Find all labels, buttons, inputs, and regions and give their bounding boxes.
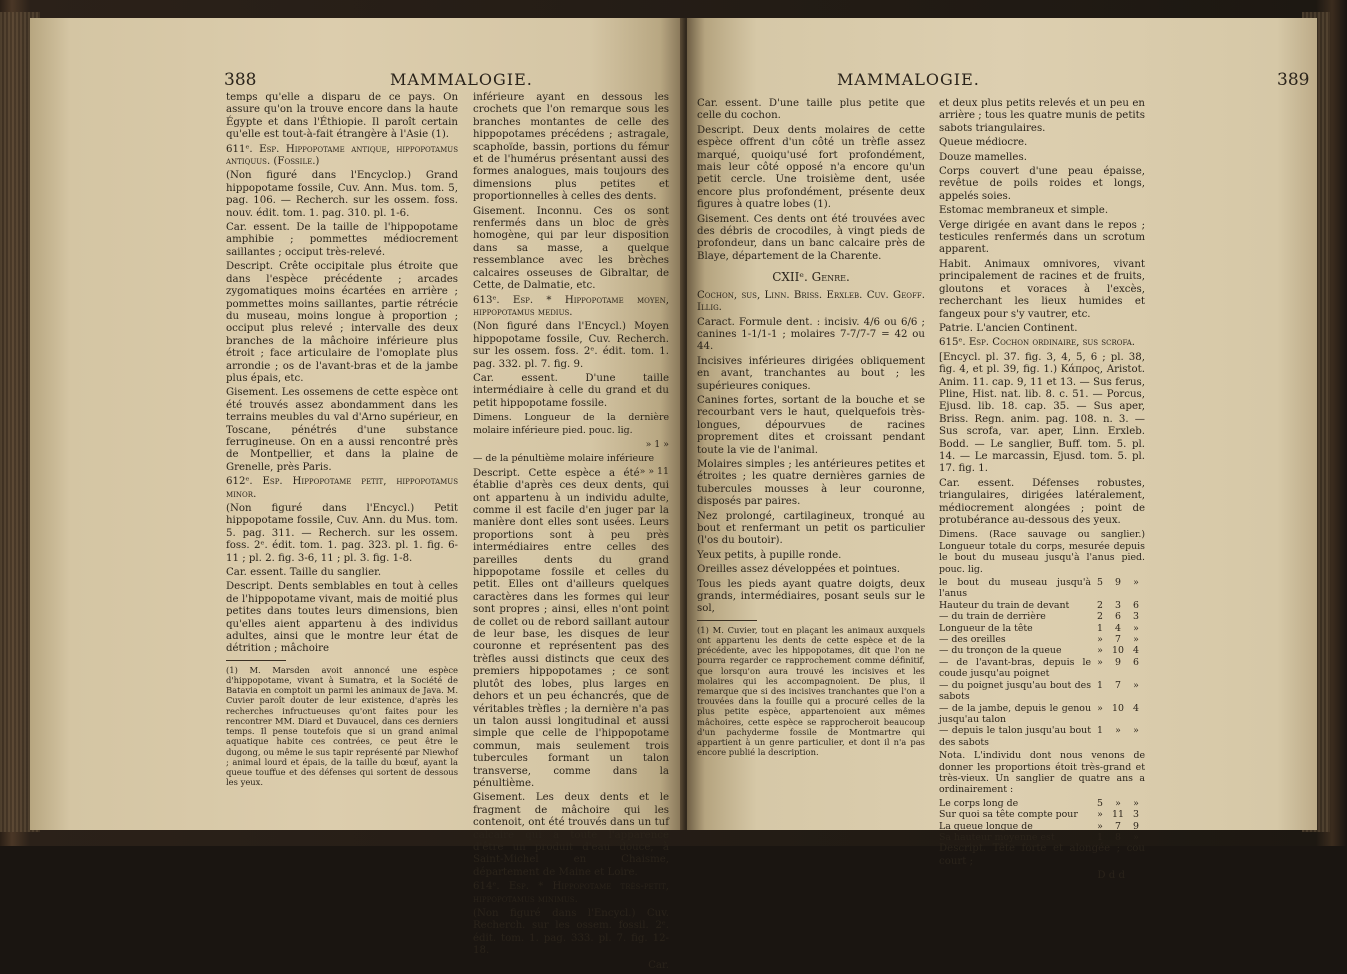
dimension-inches: 8 <box>1115 831 1121 843</box>
character-canines: Canines fortes, sortant de la bouche et se recourbant vers le haut, quelquefois très-longues, dépourvues de racines proprement dites et croissant pendant toute la vie de l'animal. <box>697 394 925 456</box>
right-page <box>687 18 1317 882</box>
dimension-row <box>939 821 1145 832</box>
essential-character: Car. essent. Défenses robustes, triangulaires, dirigées latéralement, médiocrement alongées ; point de protubérance au-dessous des yeux. <box>939 477 1145 526</box>
dimension-feet: 2 <box>1097 611 1103 623</box>
dimension-label: Longueur de la tête <box>939 622 1033 634</box>
dimension-feet: 1 <box>1097 622 1103 634</box>
footnote: (1) M. Marsden avoit annoncé une espèce d'hippopotame, vivant à Sumatra, et la Société de Batavia en comptoit un parmi les animaux de Java. M. Cuvier paroît douter de leur existence, d'après les recherches infructueuses qu'ont faites pour les rencontrer MM. Diard et Duvaucel, dans ces derniers temps. Il pense toutefois que si un grand animal aquatique habite ces contrées, ce peut être le dugong, ou même le sus tapir représenté par Niewhof ; animal lourd et épais, de la taille du bœuf, ayant la queue touffue et des défenses qui sortent de dessous les yeux. <box>226 664 458 788</box>
description: Descript. Deux dents molaires de cette espèce offrent d'un côté un trèfle assez marqué, quoiqu'usé fort profondément, mais leur côté opposé n'a encore qu'un petit cercle. Une troisième dent, usée encore plus profondément, présente deux figures à quatre lobes (1). <box>697 124 925 211</box>
dimension-label: Dimens. (Race sauvage ou sanglier.) Longueur totale du corps, mesurée depuis le bout du museau jusqu'à l'anus <box>939 529 1145 564</box>
dimension-row <box>939 657 1145 680</box>
dimension-inches: 9 <box>1115 577 1121 589</box>
dimension-units: pied. pouc. lig. <box>562 424 633 436</box>
dimension-inches: 11 <box>1112 809 1124 821</box>
left-running-head: MAMMALOGIE. <box>390 70 533 89</box>
paragraph: et deux plus petits relevés et un peu en arrière ; tous les quatre munis de petits sabots triangulaires. <box>939 98 1145 134</box>
dimension-inches: 4 <box>1115 622 1121 634</box>
homeland: Patrie. L'ancien Continent. <box>939 322 1078 334</box>
dimension-lines: » <box>1133 577 1139 589</box>
dimension-row <box>939 680 1145 703</box>
dimension-feet: 2 <box>1097 599 1103 611</box>
dimension-lines: 4 <box>1133 645 1139 657</box>
description: Descript. Tête forte et alongée ; cou court ; <box>939 843 1145 867</box>
paragraph: temps qu'elle a disparu de ce pays. On assure qu'on la trouve encore dans la haute Égypte et dans l'Éthiopie. Il paroît certain qu'elle est tout-à-fait étrangère à l'Asie (1). <box>226 92 458 141</box>
species-heading: 613ᵉ. Esp. * Hippopotame moyen, hippopotamus medius. <box>473 294 669 318</box>
dimension-inches: » <box>1115 725 1121 737</box>
nota: Nota. L'individu dont nous venons de donner les proportions étoit très-grand et très-vieux. Un sanglier de quatre ans a ordinairement : <box>939 750 1145 796</box>
dimension-feet: 1 <box>1097 679 1103 691</box>
dimension-row: » 1 » <box>645 438 669 450</box>
left-page <box>30 18 685 971</box>
species-references: (Non figuré dans l'Encycl.) Petit hippopotame fossile, Cuv. Ann. du Mus. tom. 5. pag. 311. — Recherch. sur les ossem. foss. 2ᵉ. édit. tom. 1. pag. 323. pl. 1. fig. 6-11 ; pl. 2. fig. 3-6, 11 ; pl. 3. fig. 1-8. <box>226 503 458 564</box>
dimension-lines: 3 <box>1133 611 1139 623</box>
dimension-row <box>939 577 1145 600</box>
dimension-units: pied. pouc. lig. <box>939 552 1145 575</box>
dimension-row <box>939 611 1145 622</box>
dimension-table <box>939 577 1145 748</box>
dimension-lines: 4 <box>1133 702 1139 714</box>
character-genital: Verge dirigée en avant dans le repos ; testicules renfermés dans un scrotum apparent. <box>939 219 1145 256</box>
dimension-row <box>939 623 1145 634</box>
left-column-1 <box>226 92 458 789</box>
dimension-feet: » <box>1097 645 1103 657</box>
dimension-label: La queue longue de <box>939 820 1033 832</box>
species-heading: 615ᵉ. Esp. Cochon ordinaire, sus scrofa. <box>939 337 1136 349</box>
dimension-label: — de la pénultième molaire inférieure <box>473 453 655 465</box>
right-column-2 <box>939 98 1145 885</box>
character-tail: Queue médiocre. <box>939 137 1028 149</box>
footnote: (1) M. Cuvier, tout en plaçant les animaux auxquels ont appartenu les dents de cette espèce et de la précédente, avec les hippopotames, dit que l'on ne pourra regarder ce rapprochement comme définitif, que lorsqu'on aura trouvé les incisives et les molaires qui les accompagnoient. De plus, il remarque que si des incisives tranchantes que l'on a trouvées dans la fouille qui a procuré celles de la plus petite espèce, appartenoient aux mêmes mâchoires, cette espèce se rapprocheroit beaucoup d'un pachyderme fossile de Montmartre qui appartient à un genre particulier, et dont il n'a pas encore publié la description. <box>697 624 925 758</box>
genus-name: Cochon, sus, Linn. Briss. Erxleb. Cuv. Geoff. Illig. <box>697 289 925 314</box>
dimension-label: — de l'avant-bras, depuis le coude jusqu'au poignet <box>939 656 1091 680</box>
dimension-inches: 6 <box>1115 611 1121 623</box>
dimension-feet: 5 <box>1097 797 1103 809</box>
species-heading: 611ᵉ. Esp. Hippopotame antique, hippopotamus antiquus. (Fossile.) <box>226 143 458 168</box>
dimension-label: — du poignet jusqu'au bout des sabots <box>939 679 1091 703</box>
dimension-inches: 7 <box>1115 634 1121 646</box>
dimension-lines: » <box>1133 634 1139 646</box>
signature-mark: D d d <box>1097 870 1125 882</box>
deposit: Gisement. Les ossemens de cette espèce ont été trouvés assez abondamment dans les terrains meubles du val d'Arno supérieur, en Toscane, pénétrés d'une substance ferrugineuse. On en a aussi rencontré près de Montpellier, et dans la plaine de Grenelle, près Paris. <box>226 387 458 473</box>
dimension-label: Sur quoi sa tête compte pour <box>939 809 1078 821</box>
dimension-lines: 6 <box>1133 599 1139 611</box>
dimension-feet: 1 <box>1097 725 1103 737</box>
dimension-table-2 <box>939 798 1145 844</box>
dimension-row <box>939 809 1145 820</box>
footnote-rule <box>226 660 286 661</box>
dimension-label: Le corps long de <box>939 797 1019 809</box>
footnote-rule <box>697 620 757 621</box>
dimension-row <box>939 703 1145 726</box>
dimension-lines: 3 <box>1133 809 1139 821</box>
dimension-row <box>939 645 1145 656</box>
character-body: Corps couvert d'une peau épaisse, revêtue de poils roides et longs, appelés soies. <box>939 166 1145 202</box>
character-stomach: Estomac membraneux et simple. <box>939 205 1109 217</box>
dimension-label: Dimens. Longueur de la dernière molaire inférieure <box>473 412 669 436</box>
dimension-inches: 10 <box>1112 702 1124 714</box>
character-incisives: Incisives inférieures dirigées obliquement en avant, tranchantes au bout ; les supérieures coniques. <box>697 355 925 392</box>
character-feet: Tous les pieds ayant quatre doigts, deux grands, intermédiaires, posant seuls sur le sol, <box>697 578 925 615</box>
dimension-feet: » <box>1097 820 1103 832</box>
dimension-lines: » <box>1133 679 1139 691</box>
dimension-row <box>939 725 1145 748</box>
deposit: Gisement. Ces dents ont été trouvées avec des débris de crocodiles, à vingt pieds de profondeur, dans un banc calcaire près de Blaye, département de la Charente. <box>697 213 925 262</box>
dimension-row <box>939 600 1145 611</box>
character-mammae: Douze mamelles. <box>939 151 1027 163</box>
species-references: (Non figuré dans l'Encycl.) Cuv. Recherch. sur les ossem. fossil. 2ᵉ. édit. tom. 1. pag. 333. pl. 7. fig. 12-18. <box>473 908 669 957</box>
dimension-inches: 9 <box>1115 656 1121 668</box>
dimension-row <box>939 832 1145 843</box>
left-column-2 <box>473 92 669 974</box>
dimension-lines: 6 <box>1133 656 1139 668</box>
dimension-values: » » 11 <box>639 465 669 477</box>
dimension-heading <box>473 412 669 437</box>
dimension-lines: » <box>1133 622 1139 634</box>
dimension-label: — des oreilles <box>939 634 1006 646</box>
dimension-label: — du train de derrière <box>939 611 1046 623</box>
dimension-inches: 3 <box>1115 599 1121 611</box>
paragraph: inférieure ayant en dessous les crochets que l'on remarque sous les branches montantes de celle des hippopotames précédens ; astragale, scaphoïde, bassin, portions du fémur et de l'humérus présentant aussi des formes analogues, mais toujours des dimensions plus petites et proportionnelles à celles des dents. <box>473 92 669 203</box>
dimension-feet: » <box>1097 634 1103 646</box>
essential-character: Car. essent. D'une taille plus petite que celle du cochon. <box>697 98 925 122</box>
right-running-head: MAMMALOGIE. <box>837 70 980 89</box>
dimension-inches: 7 <box>1115 820 1121 832</box>
essential-character: Car. essent. De la taille de l'hippopotame amphibie ; pommettes médiocrement saillantes ; occiput très-relevé. <box>226 222 458 258</box>
dimension-row <box>939 798 1145 809</box>
dimension-feet: » <box>1097 656 1103 668</box>
dimension-lines: 9 <box>1133 820 1139 832</box>
character-eyes: Yeux petits, à pupille ronde. <box>697 549 842 561</box>
species-heading: 614ᵉ. Esp. * Hippopotame très-petit, hippopotamus minimus. <box>473 881 669 905</box>
dimension-inches: 7 <box>1115 679 1121 691</box>
dimension-inches: » <box>1115 797 1121 809</box>
dimension-feet: » <box>1097 809 1103 821</box>
dental-formula: Caract. Formule dent. : incisiv. 4/6 ou 6/6 ; canines 1-1/1-1 ; molaires 7-7/7-7 = 42 ou 44. <box>697 316 925 353</box>
dimension-label: Hauteur du train de devant <box>939 599 1070 611</box>
dimension-label: — du tronçon de la queue <box>939 645 1062 657</box>
essential-character: Car. essent. D'une taille intermédiaire à celle du grand et du petit hippopotame fossile. <box>473 372 669 409</box>
description: Descript. Crête occipitale plus étroite que dans l'espèce précédente ; arcades zygomatiques moins écartées en arrière ; pommettes moins saillantes, partie rétrécie du museau, moins longue à proportion ; occiput plus relevé ; intervalle des deux branches de la mâchoire inférieure plus étroit ; face articulaire de l'omoplate plus arrondie ; os de l'avant-bras et de la jambe plus épais, etc. <box>226 261 458 384</box>
dimension-row <box>939 634 1145 645</box>
right-page-number: 389 <box>1277 70 1310 90</box>
character-nose: Nez prolongé, cartilagineux, tronqué au bout et renfermant un petit os particulier (l'os du boutoir). <box>697 510 925 547</box>
habitat: Habit. Animaux omnivores, vivant principalement de racines et de fruits, gloutons et voraces à l'excès, recherchant les lieux humides et fangeux pour s'y vautrer, etc. <box>939 258 1145 320</box>
species-references: [Encycl. pl. 37. fig. 3, 4, 5, 6 ; pl. 38, fig. 4, et pl. 39, fig. 1.) Κάπρος, Aristot. Anim. 11. cap. 9, 11 et 13. — Sus ferus, Pline, Hist. nat. lib. 8. c. 51. — Porcus, Ejusd. lib. 18. cap. 35. — Sus aper, Briss. Regn. anim. pag. 108. n. 3. — Sus scrofa, var. aper, Linn. Erxleb. Bodd. — Le sanglier, Buff. tom. 5. pl. 14. — Le marcassin, Ejusd. tom. 5. pl. 17. fig. 1. <box>939 351 1145 475</box>
dimension-feet: 1 <box>1097 831 1103 843</box>
catchword: Car. <box>648 959 669 971</box>
dimension-label: — depuis le talon jusqu'au bout des sabots <box>939 725 1091 748</box>
essential-character: Car. essent. Taille du sanglier. <box>226 567 382 579</box>
deposit: Gisement. Les deux dents et le fragment de mâchoire qui les contenoit, ont été trouvés dans un tuf calcaire qui a toute l'apparence d'être un produit d'eau douce, à Saint-Michel en Chaisme, département de Maine et Loire. <box>473 792 669 878</box>
dimension-lines: » <box>1133 831 1139 843</box>
deposit: Gisement. Inconnu. Ces os sont renfermés dans un bloc de grès homogène, qui par leur disposition dans sa masse, a quelque ressemblance avec les brèches calcaires osseuses de Gibraltar, de Cette, de Dalmatie, etc. <box>473 205 669 292</box>
description: Descript. Dents semblables en tout à celles de l'hippopotame vivant, mais de moitié plus petites dans toutes leurs dimensions, bien qu'elles aient appartenu à des individus adultes, ainsi que le montre leur état de détrition ; mâchoire <box>226 581 458 655</box>
description: Descript. Cette espèce a été établie d'après ces deux dents, qui ont appartenu à un individu adulte, comme il est facile d'en juger par la manière dont elles sont usées. Leurs proportions sont à peu près intermédiaires entre celles des pareilles dents du grand hippopotame fossile et celles du petit. Elles ont d'ailleurs quelques caractères dans les formes qui leur sont propres ; ainsi, elles n'ont point de collet ou de rebord saillant autour de leur base, les disques de leur couronne et représentent pas des trèfles aussi distincts que ceux des premiers hippopotames ; ce sont plutôt des lobes, plus larges en dehors et un peu échancrés, que de véritables trèfles ; la dernière n'a pas un talon aussi longitudinal et aussi simple que celle de l'hippopotame commun, mais seulement trois tubercules formant un talon transverse, comme dans la pénultième. <box>473 467 669 789</box>
dimension-lines: » <box>1133 725 1139 737</box>
genus-heading: CXIIᵉ. Genre. <box>772 270 850 285</box>
right-column-1 <box>697 98 925 759</box>
dimension-label: le bout du museau jusqu'à l'anus <box>939 577 1091 600</box>
species-references: (Non figuré dans l'Encyclop.) Grand hippopotame fossile, Cuv. Ann. Mus. tom. 5, pag. 106. — Recherch. sur les ossem. foss. nouv. édit. tom. 1. pag. 310. pl. 1-6. <box>226 170 458 219</box>
dimension-feet: 5 <box>1097 577 1103 589</box>
dimension-heading <box>939 529 1145 575</box>
dimension-inches: 10 <box>1112 645 1124 657</box>
dimension-row <box>473 453 669 477</box>
character-ears: Oreilles assez développées et pointues. <box>697 564 900 576</box>
dimension-lines: » <box>1133 797 1139 809</box>
left-page-number: 388 <box>224 70 257 90</box>
dimension-feet: » <box>1097 702 1103 714</box>
species-references: (Non figuré dans l'Encycl.) Moyen hippopotame fossile, Cuv. Recherch. sur les ossem. foss. 2ᵉ. édit. tom. 1. pag. 332. pl. 7. fig. 9. <box>473 321 669 370</box>
dimension-label: — de la jambe, depuis le genou jusqu'au talon <box>939 702 1091 725</box>
dimension-label: Sa hauteur moyenne est <box>939 831 1055 843</box>
character-molars: Molaires simples ; les antérieures petites et étroites ; les quatre dernières garnies de tubercules mousses à leur couronne, disposés par paires. <box>697 458 925 508</box>
species-heading: 612ᵉ. Esp. Hippopotame petit, hippopotamus minor. <box>226 476 458 500</box>
